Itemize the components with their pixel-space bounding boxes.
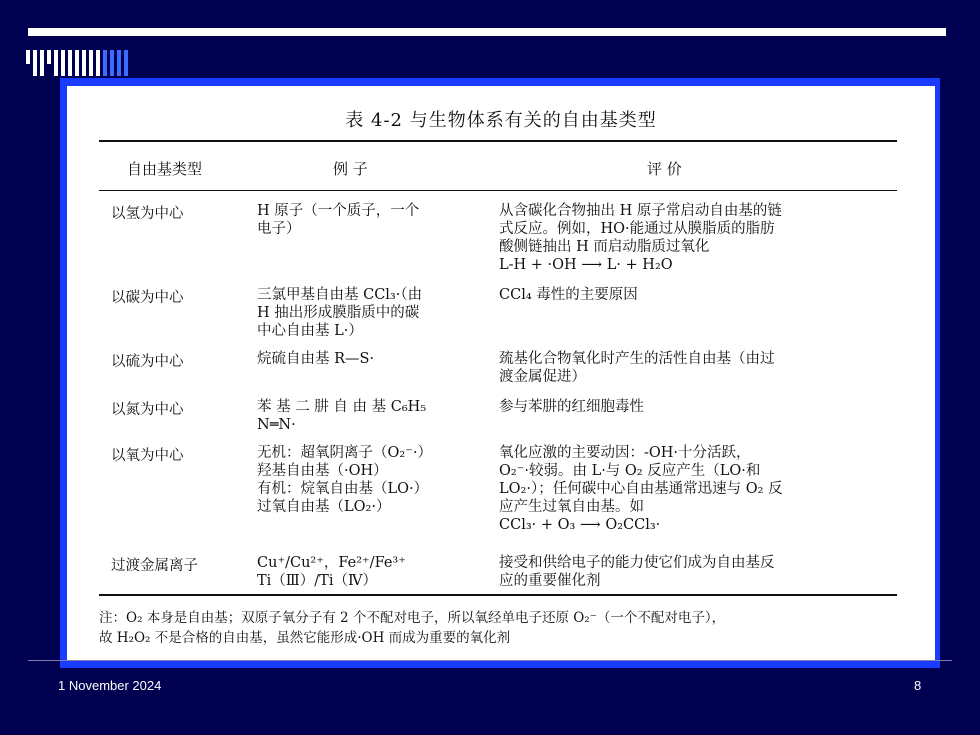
cell-example-line: 苯 基 二 肼 自 由 基 C₆H₅ (257, 399, 427, 415)
cell-example-line: 过氧自由基（LO₂·） (257, 499, 391, 515)
cell-example-line: Ti（Ⅲ）/Ti（Ⅳ） (257, 573, 377, 589)
cell-comment-line: 式反应。例如，HO·能通过从膜脂质的脂肪 (499, 221, 775, 237)
cell-comment (499, 444, 879, 534)
cell-example (257, 444, 482, 516)
note-line: 故 H₂O₂ 不是合格的自由基，虽然它能形成·OH 而成为重要的氧化剂 (99, 630, 511, 646)
cell-example (257, 202, 482, 238)
cell-example-line: N═N· (257, 417, 296, 433)
slide-date: 1 November 2024 (58, 678, 162, 693)
cell-example-line: 羟基自由基（·OH） (257, 463, 388, 479)
cell-example-line: 有机：烷氧自由基（LO·） (257, 481, 429, 497)
cell-comment-line: 渡金属促进） (499, 369, 586, 385)
cell-example-line: 三氯甲基自由基 CCl₃·（由 (257, 287, 423, 303)
header-example: 例 子 (333, 160, 368, 178)
cell-comment (499, 286, 879, 304)
cell-comment-line: 应产生过氧自由基。如 (499, 499, 644, 515)
cell-example-line: Cu⁺/Cu²⁺，Fe²⁺/Fe³⁺ (257, 555, 406, 571)
cell-comment (499, 350, 879, 386)
cell-example-line: H 抽出形成膜脂质中的碳 (257, 305, 420, 321)
top-rule (99, 140, 897, 142)
cell-comment-line: O₂⁻·较弱。由 L·与 O₂ 反应产生（LO·和 (499, 463, 761, 479)
cell-radical-type: 以氧为中心 (111, 448, 184, 464)
table-title: 表 4-2 与生物体系有关的自由基类型 (345, 110, 657, 131)
cell-radical-type: 过渡金属离子 (111, 558, 198, 574)
header-rule (99, 190, 897, 191)
cell-radical-type: 以氮为中心 (111, 402, 184, 418)
cell-comment (499, 398, 879, 416)
cell-comment-line: L-H + ·OH ⟶ L· + H₂O (499, 257, 673, 273)
cell-comment-line: 巯基化合物氧化时产生的活性自由基（由过 (499, 351, 775, 367)
cell-radical-type: 以硫为中心 (111, 354, 184, 370)
cell-example (257, 286, 482, 340)
header-type: 自由基类型 (127, 160, 203, 178)
cell-radical-type: 以碳为中心 (111, 290, 184, 306)
cell-comment-line: 接受和供给电子的能力使它们成为自由基反 (499, 555, 775, 571)
cell-comment-line: 参与苯肼的红细胞毒性 (499, 399, 644, 415)
cell-example-line: 烷硫自由基 R—S· (257, 351, 375, 367)
cell-comment-line: 氧化应激的主要动因：-OH·十分活跃， (499, 445, 751, 461)
cell-comment-line: 酸侧链抽出 H 而启动脂质过氧化 (499, 239, 710, 255)
cell-comment-line: LO₂·）；任何碳中心自由基通常迅速与 O₂ 反 (499, 481, 783, 497)
table-note (99, 608, 909, 648)
cell-comment (499, 554, 879, 590)
bottom-rule (99, 594, 897, 596)
cell-comment-line: CCl₃· + O₃ ⟶ O₂CCl₃· (499, 517, 661, 533)
scanned-table-document (67, 86, 935, 660)
top-decor-line (28, 28, 946, 36)
cell-comment-line: CCl₄ 毒性的主要原因 (499, 287, 638, 303)
header-comment: 评 价 (647, 160, 682, 178)
cell-comment-line: 应的重要催化剂 (499, 573, 601, 589)
cell-example (257, 398, 482, 434)
cell-example-line: 电子） (257, 221, 301, 237)
cell-example (257, 554, 482, 590)
cell-radical-type: 以氢为中心 (111, 206, 184, 222)
decor-bars (26, 50, 128, 80)
note-line: 注：O₂ 本身是自由基；双原子氧分子有 2 个不配对电子，所以氧经单电子还原 O₂⁻（一个不配对电子）， (99, 610, 726, 626)
slide-page-number: 8 (914, 678, 922, 693)
footer-line (28, 660, 952, 661)
cell-comment (499, 202, 879, 274)
cell-comment-line: 从含碳化合物抽出 H 原子常启动自由基的链 (499, 203, 782, 219)
cell-example-line: 无机：超氧阴离子（O₂⁻·） (257, 445, 432, 461)
cell-example (257, 350, 482, 368)
cell-example-line: H 原子（一个质子，一个 (257, 203, 420, 219)
cell-example-line: 中心自由基 L·） (257, 323, 363, 339)
